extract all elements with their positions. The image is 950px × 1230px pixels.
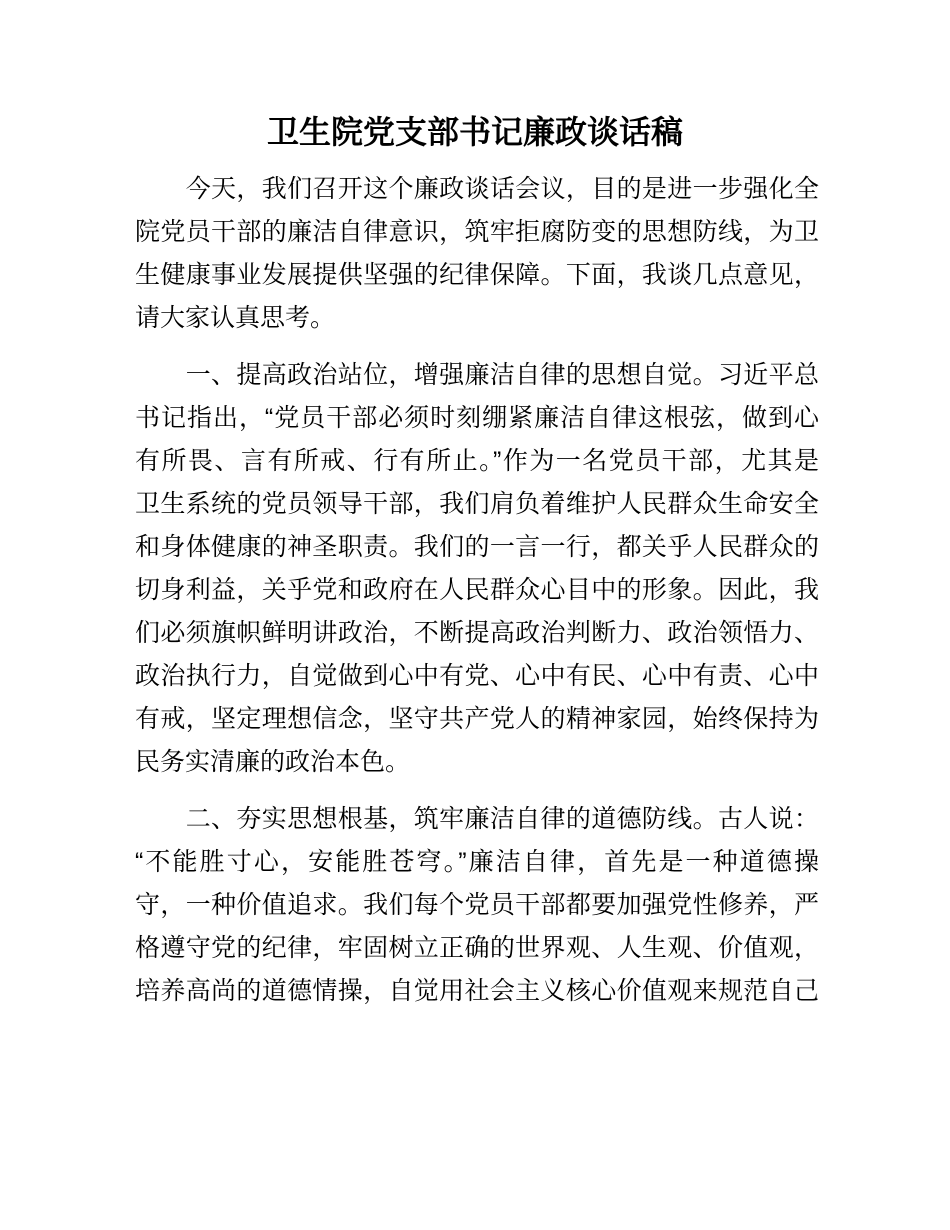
text-line: 培养高尚的道德情操，自觉用社会主义核心价值观来规范自己 (135, 977, 819, 1005)
text-line: 民务实清廉的政治本色。 (135, 748, 411, 776)
text-line: 院党员干部的廉洁自律意识，筑牢拒腐防变的思想防线，为卫 (135, 218, 819, 246)
text-line: 一、提高政治站位，增强廉洁自律的思想自觉。习近平总 (135, 361, 819, 389)
text-line: 生健康事业发展提供坚强的纪律保障。下面，我谈几点意见， (135, 261, 819, 289)
text-line: 们必须旗帜鲜明讲政治，不断提高政治判断力、政治领悟力、 (135, 619, 819, 647)
paragraph (135, 168, 819, 340)
document-title: 卫生院党支部书记廉政谈话稿 (266, 114, 683, 150)
paragraph (135, 798, 819, 1013)
text-line: 书记指出，“党员干部必须时刻绷紧廉洁自律这根弦，做到心 (135, 404, 819, 432)
text-line: 二、夯实思想根基，筑牢廉洁自律的道德防线。古人说： (135, 805, 819, 833)
paragraph (135, 354, 819, 784)
text-line: 和身体健康的神圣职责。我们的一言一行，都关乎人民群众的 (135, 533, 819, 561)
text-line: 卫生系统的党员领导干部，我们肩负着维护人民群众生命安全 (135, 490, 819, 518)
text-line: 守，一种价值追求。我们每个党员干部都要加强党性修养，严 (135, 891, 819, 919)
text-line: 切身利益，关乎党和政府在人民群众心目中的形象。因此，我 (135, 576, 819, 604)
text-line: 格遵守党的纪律，牢固树立正确的世界观、人生观、价值观， (135, 934, 819, 962)
document-body (135, 168, 819, 1013)
text-line: “不能胜寸心，安能胜苍穹。”廉洁自律，首先是一种道德操 (135, 848, 819, 876)
text-line: 有所畏、言有所戒、行有所止。”作为一名党员干部，尤其是 (135, 447, 819, 475)
text-line: 今天，我们召开这个廉政谈话会议，目的是进一步强化全 (135, 175, 819, 203)
text-line: 有戒，坚定理想信念，坚守共产党人的精神家园，始终保持为 (135, 705, 819, 733)
text-line: 请大家认真思考。 (135, 304, 336, 332)
text-line: 政治执行力，自觉做到心中有党、心中有民、心中有责、心中 (135, 662, 819, 690)
